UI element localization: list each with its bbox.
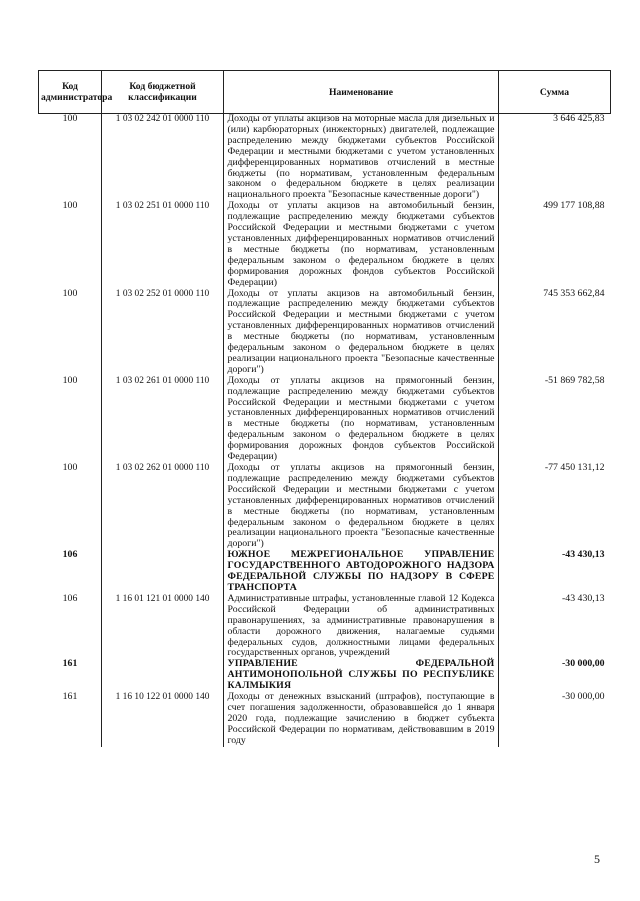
admin-code-cell: 106 bbox=[62, 592, 78, 604]
admin-code-cell: 106 bbox=[62, 549, 78, 561]
admin-code-cell: 100 bbox=[62, 462, 78, 473]
name-cell: Доходы от уплаты акцизов на прямогонный бензин, подлежащие распределению между бюджетами субъектов Российской Федерации и местными бюджетами с учетом установленных дифференцированных нормативов отчислений в местные бюджеты (по нормативам, установленным федеральным законом о федеральном бюджете в целях формирования дорожных фондов субъектов Российской Федерации) bbox=[227, 374, 495, 463]
table-row bbox=[39, 376, 611, 463]
sum-cell: 3 646 425,83 bbox=[553, 113, 605, 124]
page-number: 5 bbox=[594, 852, 600, 866]
budget-code-cell: 1 16 01 121 01 0000 140 bbox=[115, 593, 210, 604]
name-cell: Доходы от уплаты акцизов на прямогонный бензин, подлежащие распределению между бюджетами субъектов Российской Федерации и местными бюджетами с учетом установленных дифференцированных нормативов отчислений в местные бюджеты (по нормативам, установленным федеральным законом о федеральном бюджете в целях реализации национального проекта "Безопасные качественные дороги") bbox=[227, 462, 495, 550]
sum-cell: -77 450 131,12 bbox=[544, 462, 605, 473]
name-cell: Доходы от уплаты акцизов на автомобильный бензин, подлежащие распределению между бюджетами субъектов Российской Федерации и местными бюджетами с учетом установленных дифференцированных нормативов отчислений в местные бюджеты (по нормативам, установленным федеральным законом о федеральном бюджете в целях реализации национального проекта "Безопасные качественные дороги") bbox=[227, 287, 495, 375]
budget-code-cell: 1 03 02 262 01 0000 110 bbox=[115, 463, 210, 473]
header-admin-code: Код администратора bbox=[39, 71, 102, 114]
sum-cell: -43 430,13 bbox=[562, 549, 605, 561]
sum-cell: -43 430,13 bbox=[562, 592, 605, 604]
budget-code-cell bbox=[102, 550, 224, 594]
table-row bbox=[39, 550, 611, 594]
table-header-row bbox=[39, 71, 611, 114]
admin-code-cell: 100 bbox=[62, 287, 78, 299]
admin-code-cell: 161 bbox=[62, 691, 78, 703]
admin-code-cell: 100 bbox=[62, 374, 78, 386]
budget-table-container bbox=[38, 70, 610, 747]
name-cell: ЮЖНОЕ МЕЖРЕГИОНАЛЬНОЕ УПРАВЛЕНИЕ ГОСУДАРСТВЕННОГО АВТОДОРОЖНОГО НАДЗОРА ФЕДЕРАЛЬНОЙ СЛУЖБЫ ПО НАДЗОРУ В СФЕРЕ ТРАНСПОРТА bbox=[227, 549, 495, 593]
sum-cell: -51 869 782,58 bbox=[544, 374, 605, 386]
admin-code-cell: 100 bbox=[62, 200, 78, 212]
name-cell: УПРАВЛЕНИЕ ФЕДЕРАЛЬНОЙ АНТИМОНОПОЛЬНОЙ СЛУЖБЫ ПО РЕСПУБЛИКЕ КАЛМЫКИЯ bbox=[227, 658, 495, 692]
name-cell: Доходы от уплаты акцизов на моторные масла для дизельных и (или) карбюраторных (инжекторных) двигателей, подлежащие распределению между бюджетами субъектов Российской Федерации и местными бюджетами с учетом установленных дифференцированных нормативов отчислений в местные бюджеты (по нормативам, установленным федеральным законом о федеральном бюджете в целях реализации национального проекта "Безопасные качественные дороги") bbox=[227, 113, 495, 201]
budget-table bbox=[38, 70, 611, 747]
table-row bbox=[39, 201, 611, 288]
table-row bbox=[39, 114, 611, 202]
budget-code-cell: 1 16 10 122 01 0000 140 bbox=[115, 692, 210, 703]
column-divider bbox=[101, 113, 102, 747]
table-row bbox=[39, 659, 611, 692]
sum-cell: 745 353 662,84 bbox=[543, 287, 605, 299]
name-cell: Доходы от уплаты акцизов на автомобильный бензин, подлежащие распределению между бюджетами субъектов Российской Федерации и местными бюджетами с учетом установленных дифференцированных нормативов отчислений в местные бюджеты (по нормативам, установленным федеральным законом о федеральном бюджете в целях формирования дорожных фондов субъектов Российской Федерации) bbox=[227, 200, 495, 288]
table-row bbox=[39, 289, 611, 376]
name-cell: Доходы от денежных взысканий (штрафов), поступающие в счет погашения задолженности, образовавшейся до 1 января 2020 года, подлежащие зачислению в бюджет субъекта Российской Федерации по нормативам, действовавшим в 2019 году bbox=[227, 691, 495, 746]
column-divider bbox=[498, 113, 499, 747]
header-name: Наименование bbox=[224, 71, 499, 114]
budget-code-cell: 1 03 02 251 01 0000 110 bbox=[115, 201, 210, 212]
column-divider bbox=[223, 113, 224, 747]
sum-cell: -30 000,00 bbox=[562, 658, 605, 670]
table-row bbox=[39, 594, 611, 659]
sum-cell: 499 177 108,88 bbox=[543, 200, 605, 212]
budget-code-cell bbox=[102, 659, 224, 692]
budget-code-cell: 1 03 02 261 01 0000 110 bbox=[115, 375, 210, 386]
header-sum: Сумма bbox=[499, 71, 611, 114]
table-row bbox=[39, 463, 611, 550]
sum-cell: -30 000,00 bbox=[562, 691, 605, 703]
table-body bbox=[39, 114, 611, 747]
name-cell: Административные штрафы, установленные главой 12 Кодекса Российской Федерации об административных правонарушениях, за административные правонарушения в области дорожного движения, налагаемые судьями федеральных судов, должностными лицами федеральных государственных органов, учреждений bbox=[227, 592, 495, 659]
budget-code-cell: 1 03 02 252 01 0000 110 bbox=[115, 288, 210, 299]
budget-code-cell: 1 03 02 242 01 0000 110 bbox=[115, 114, 210, 124]
table-row bbox=[39, 692, 611, 747]
admin-code-cell: 100 bbox=[62, 113, 78, 124]
admin-code-cell: 161 bbox=[62, 658, 78, 670]
header-budget-code: Код бюджетной классификации bbox=[102, 71, 224, 114]
